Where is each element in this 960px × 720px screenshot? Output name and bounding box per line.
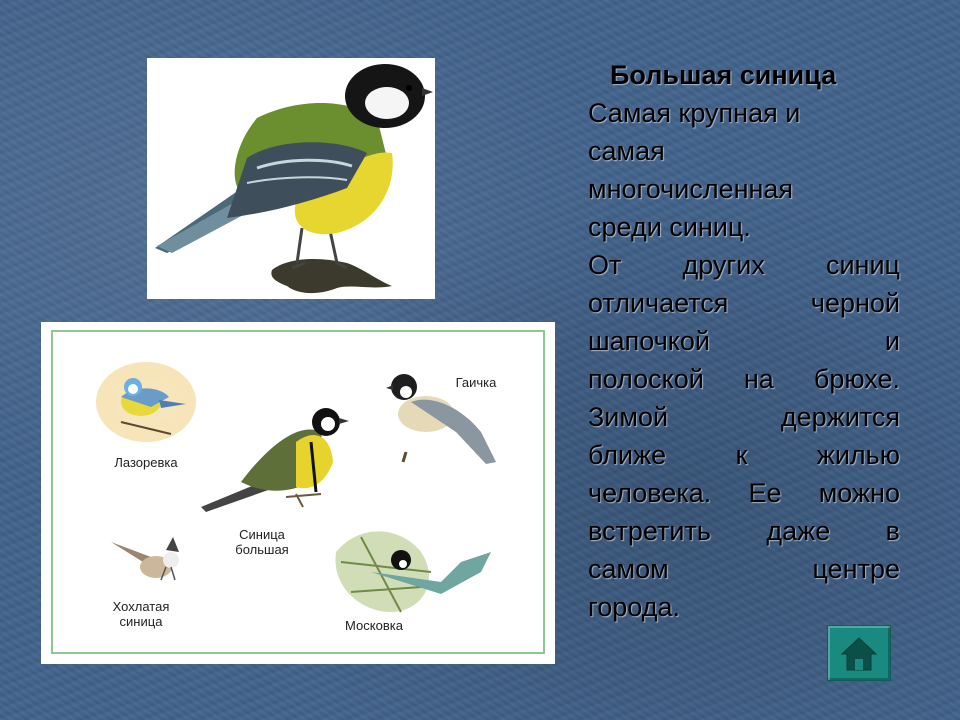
intro-line: среди синиц. [588,212,751,242]
label-sinica-line2: большая [235,542,289,557]
desc-line: самом центре [588,554,900,584]
label-hohlataya-line2: синица [119,614,163,629]
desc-line: шапочкой и [588,326,900,356]
intro-line: многочисленная [588,174,794,204]
great-tit-photo [147,58,435,299]
slide-title: Большая синица [610,60,837,90]
label-hohlataya-line1: Хохлатая [112,599,170,614]
home-button[interactable] [827,625,891,681]
paragraph-description [588,246,900,626]
label-moskovka: Московка [345,618,403,633]
desc-line: От других синиц [588,250,900,280]
desc-line: Зимой держится [588,402,900,432]
slide-text [588,56,900,626]
intro-line: Самая крупная и [588,98,801,128]
label-sinica-bolshaya [222,527,302,557]
desc-line: ближе к жилью [588,440,900,470]
home-icon [828,626,890,680]
desc-last-line: города. [588,592,680,622]
coal-tit-illustration [335,531,491,612]
desc-line: полоской на брюхе. [588,364,900,394]
intro-line: самая [588,136,665,166]
label-gaichka: Гаичка [455,375,497,390]
great-tit-small-illustration [201,408,349,512]
blue-tit-illustration [96,362,196,442]
tits-species-panel [41,322,555,664]
label-hohlataya [96,599,186,629]
crested-tit-illustration [111,537,179,580]
desc-line: встретить даже в [588,516,900,546]
paragraph-intro [588,94,900,246]
label-sinica-line1: Синица [239,527,285,542]
label-lazorevka: Лазоревка [114,455,178,470]
desc-line: человека. Ее можно [588,478,900,508]
desc-line: отличается черной [588,288,900,318]
